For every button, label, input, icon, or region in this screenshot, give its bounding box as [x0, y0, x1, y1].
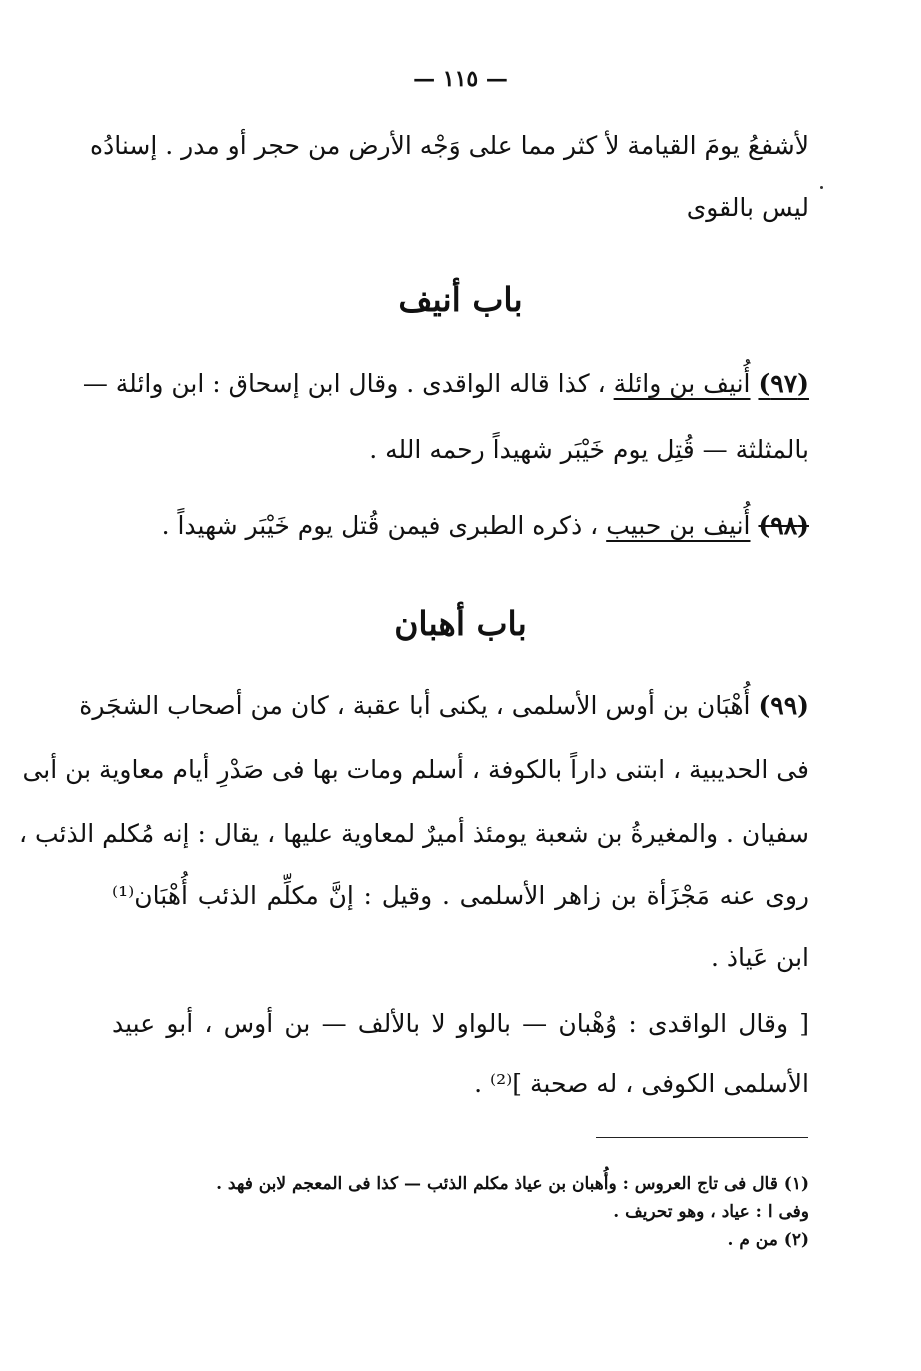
- entry-99-line-3: سفيان . والمغيرةُ بن شعبة يومئذ أميرٌ لمعاوية عليها ، يقال : إنه مُكلم الذئب ،: [18, 819, 809, 848]
- entry-97-line-2: بالمثلثة — قُتِل يوم خَيْبَر شهيداً رحمه الله .: [369, 435, 809, 464]
- section-title-anif: باب أنيف: [398, 280, 523, 319]
- entry-97-number: (٩٧): [758, 369, 809, 398]
- entry-99-line-1: [79, 686, 809, 726]
- footnote-2: (٢) من م .: [727, 1230, 809, 1250]
- intro-line-1: لأشفعُ يومَ القيامة لأ كثر مما على وَجْه الأرض من حجر أو مدر . إسنادُه: [90, 131, 809, 160]
- footnote-separator: [596, 1137, 808, 1138]
- intro-line-2: ليس بالقوى: [686, 193, 809, 222]
- entry-99-line-4: روى عنه مَجْزَأة بن زاهر الأسلمى . وقيل : إنَّ مكلِّم الذئب أُهْبَان⁽¹⁾: [112, 881, 809, 910]
- entry-97-name: أُنيف بن وائلة: [613, 369, 751, 398]
- footnote-1-line-2: وفى ا : عياد ، وهو تحريف .: [613, 1202, 809, 1222]
- entry-99-line-5: ابن عَياذ .: [711, 943, 809, 972]
- page-number: — ١١٥ —: [413, 66, 508, 92]
- footnote-1-line-1: (١) قال فى تاج العروس : وأُهبان بن عياذ مكلم الذئب — كذا فى المعجم لابن فهد .: [216, 1174, 809, 1194]
- entry-97-text: ، كذا قاله الواقدى . وقال ابن إسحاق : ابن وائلة —: [82, 369, 606, 398]
- entry-98-text: ، ذكره الطبرى فيمن قُتل يوم خَيْبَر شهيداً .: [161, 511, 599, 540]
- entry-98-number: (٩٨): [758, 511, 809, 540]
- section-title-ahban: باب أهبان: [394, 604, 527, 643]
- entry-98-line: [112, 506, 809, 546]
- entry-97-line-1: [82, 364, 809, 404]
- entry-99-number: (٩٩): [758, 691, 809, 720]
- entry-99-text-1: أُهْبَان بن أوس الأسلمى ، يكنى أبا عقبة ، كان من أصحاب الشجَرة: [79, 691, 751, 720]
- scan-speck: [820, 186, 823, 189]
- entry-99-line-2: فى الحديبية ، ابتنى داراً بالكوفة ، أسلم ومات بها فى صَدْرِ أيام معاوية بن أبى: [22, 755, 809, 784]
- bracket-line-1: [ وقال الواقدى : وُهْبان — بالواو لا بالألف — بن أوس ، أبو عبيد: [112, 1009, 809, 1038]
- entry-98-name: أُنيف بن حبيب: [606, 511, 751, 540]
- bracket-line-2: الأسلمى الكوفى ، له صحبة ]⁽²⁾ .: [474, 1069, 809, 1098]
